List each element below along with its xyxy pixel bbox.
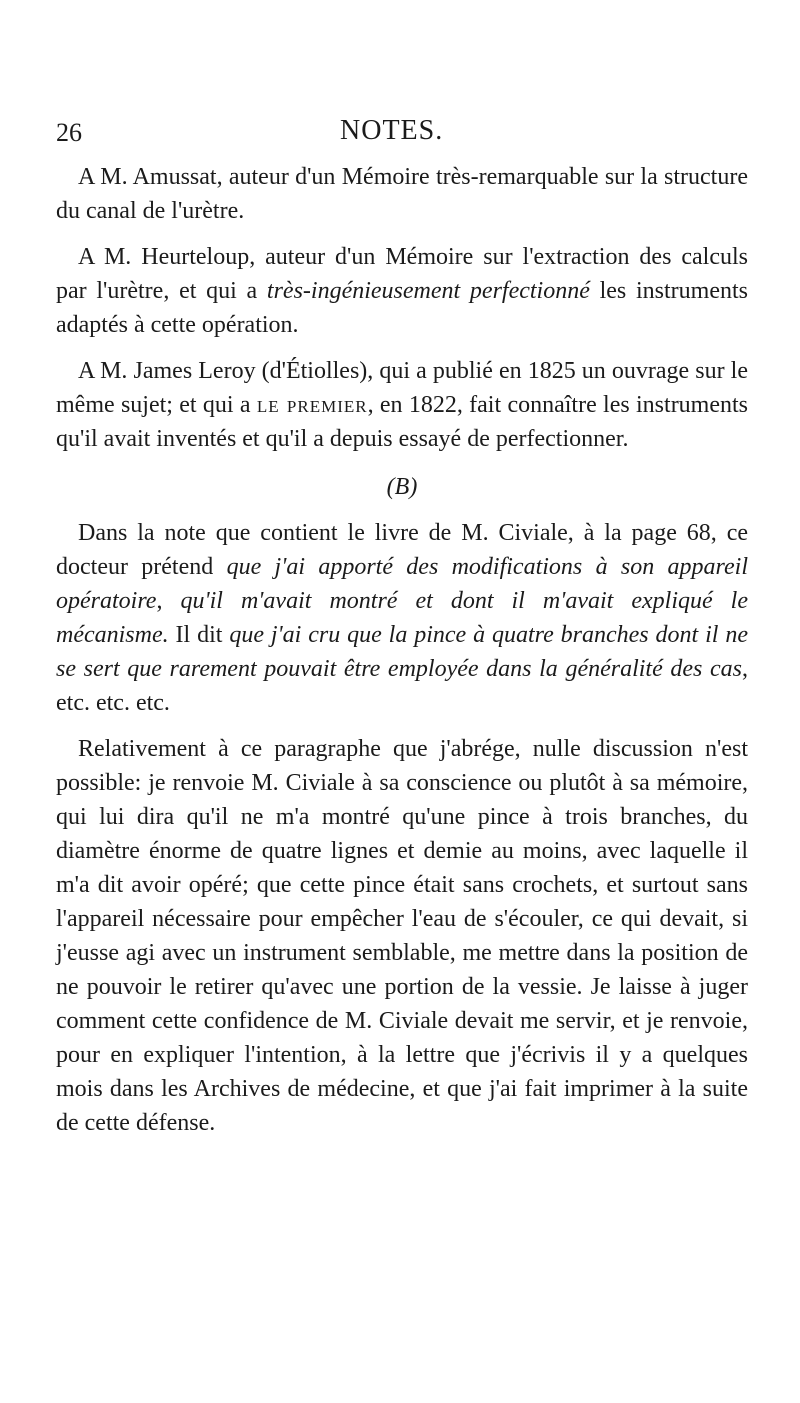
civiale-note-part-c: , <box>156 588 181 614</box>
section-b-heading: (B) <box>386 474 418 500</box>
running-title: NOTES. <box>340 115 444 146</box>
civiale-note-part-e: Il dit <box>168 622 230 648</box>
paragraph-heurteloup-tail: les instruments adaptés à cette opération. <box>56 278 748 338</box>
paragraph-heurteloup <box>56 240 748 342</box>
paragraph-response-text: Relativement à ce paragraphe que j'abrége, nulle discussion n'est possible: je renvoie M. Civiale à sa conscience ou plutôt à sa mémoire, qui lui dira qu'il ne m'a montré qu'une pince à trois branches, du diamètre énorme de quatre lignes et demie au moins, avec laquelle il m'a dit avoir opéré; que cette pince était sans crochets, et surtout sans l'appareil nécessaire pour empêcher l'eau de s'écouler, ce qui devait, si j'eusse agi avec un instrument semblable, me mettre dans la position de ne pouvoir le retirer qu'avec une portion de la vessie. Je laisse à juger comment cette confidence de M. Civiale devait me servir, et je renvoie, pour en expliquer l'intention, à la lettre que j'écrivis il y a quelques mois dans les Archives de médecine, et que j'ai fait imprimer à la suite de cette défense. <box>56 736 748 1136</box>
paragraph-leroy <box>56 354 748 456</box>
civiale-note-part-d: qu'il m'avait montré et dont il m'avait expliqué le mécanisme. <box>56 588 748 648</box>
paragraph-civiale-note <box>56 516 748 720</box>
paragraph-leroy-lead: A M. James Leroy (d'Étiolles), qui a publié en 1825 un ouvrage sur le même sujet; et qui a <box>56 358 748 418</box>
page-body <box>56 160 748 1140</box>
civiale-note-part-a: Dans la note que contient le livre de M. Civiale, à la page 68, ce docteur prétend <box>56 520 748 580</box>
paragraph-heurteloup-italic: très-ingénieusement perfectionné <box>266 278 590 304</box>
civiale-note-part-g: , etc. etc. etc. <box>56 656 748 716</box>
paragraph-amussat <box>56 160 748 228</box>
paragraph-heurteloup-lead: A M. Heurteloup, auteur d'un Mémoire sur l'extraction des calculs par l'urètre, et qui a <box>56 244 748 304</box>
paragraph-response <box>56 732 748 1140</box>
paragraph-amussat-text: A M. Amussat, auteur d'un Mémoire très-remarquable sur la structure du canal de l'urètre. <box>56 164 748 224</box>
civiale-note-part-f: que j'ai cru que la pince à quatre branches dont il ne se sert que rarement pouvait être employée dans la généralité des cas <box>56 622 748 682</box>
paragraph-leroy-tail: , en 1822, fait connaître les instruments qu'il avait inventés et qu'il a depuis essayé de perfectionner. <box>56 392 749 452</box>
civiale-note-part-b: que j'ai apporté des modifications à son appareil opératoire <box>56 554 748 614</box>
page-number: 26 <box>56 118 82 147</box>
paragraph-leroy-smallcaps: le premier <box>256 392 368 418</box>
